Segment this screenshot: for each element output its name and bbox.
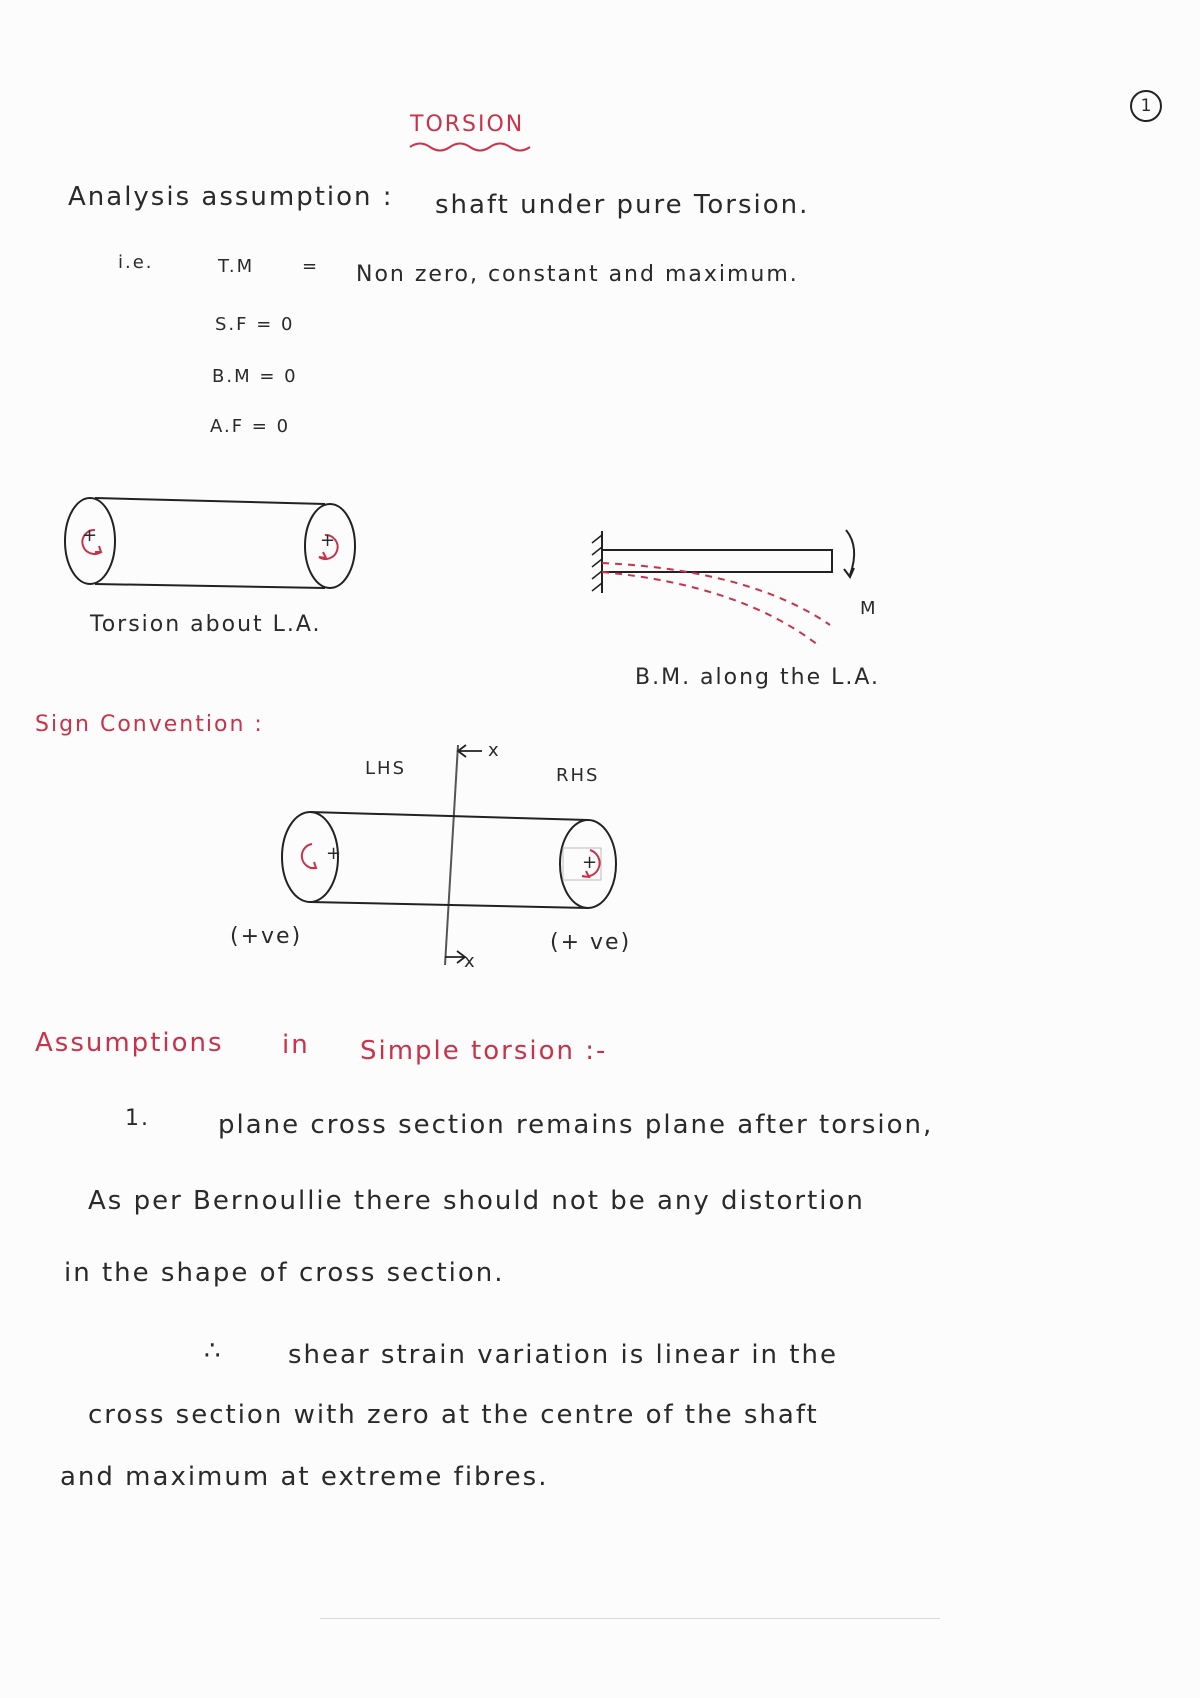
ie-label: i.e. [118,252,154,273]
assumptions-heading: Assumptions [35,1028,224,1058]
footer-rule [320,1618,940,1619]
therefore-symbol: ∴ [204,1336,223,1366]
assumptions-heading-in: in [282,1030,310,1060]
lhs-label: LHS [365,758,406,779]
right-note: (+ ve) [550,930,632,955]
x-top-label: x [488,740,501,761]
sign-convention-heading: Sign Convention : [35,712,264,737]
cross-section-line: cross section with zero at the centre of the shaft [88,1400,819,1430]
left-face-sign: + [326,843,344,864]
rhs-label: RHS [556,765,600,786]
tm-value: Non zero, constant and maximum. [356,262,799,287]
tm-label: T.M [218,256,255,277]
figure1-caption: Torsion about L.A. [90,612,322,637]
left-end-sign: + [82,525,100,546]
left-note: (+ve) [230,924,303,949]
sf-condition: S.F = 0 [215,314,295,335]
figure2-caption: B.M. along the L.A. [635,665,881,690]
title-underline [408,140,538,154]
analysis-text: shaft under pure Torsion. [435,190,810,220]
shape-line: in the shape of cross section. [64,1258,505,1288]
shear-strain-line: shear strain variation is linear in the [288,1340,838,1370]
bernoulli-line: As per Bernoullie there should not be any distortion [88,1186,865,1216]
cantilever-diagram [590,525,890,655]
right-face-sign: + [582,852,600,873]
assumptions-heading-simple: Simple torsion :- [360,1036,608,1066]
x-bottom-label: x [464,951,477,972]
analysis-label: Analysis assumption : [68,182,394,212]
item1-number: 1. [125,1106,150,1131]
right-end-sign: + [320,530,338,551]
moment-label: M [860,598,878,619]
tm-equals: = [302,256,320,277]
page-title: TORSION [410,112,525,137]
torsion-shaft-diagram [55,490,365,600]
item1-text: plane cross section remains plane after torsion, [218,1110,934,1140]
page-number: 1 [1130,90,1162,122]
af-condition: A.F = 0 [210,416,291,437]
bm-condition: B.M = 0 [212,366,298,387]
maximum-line: and maximum at extreme fibres. [60,1462,549,1492]
